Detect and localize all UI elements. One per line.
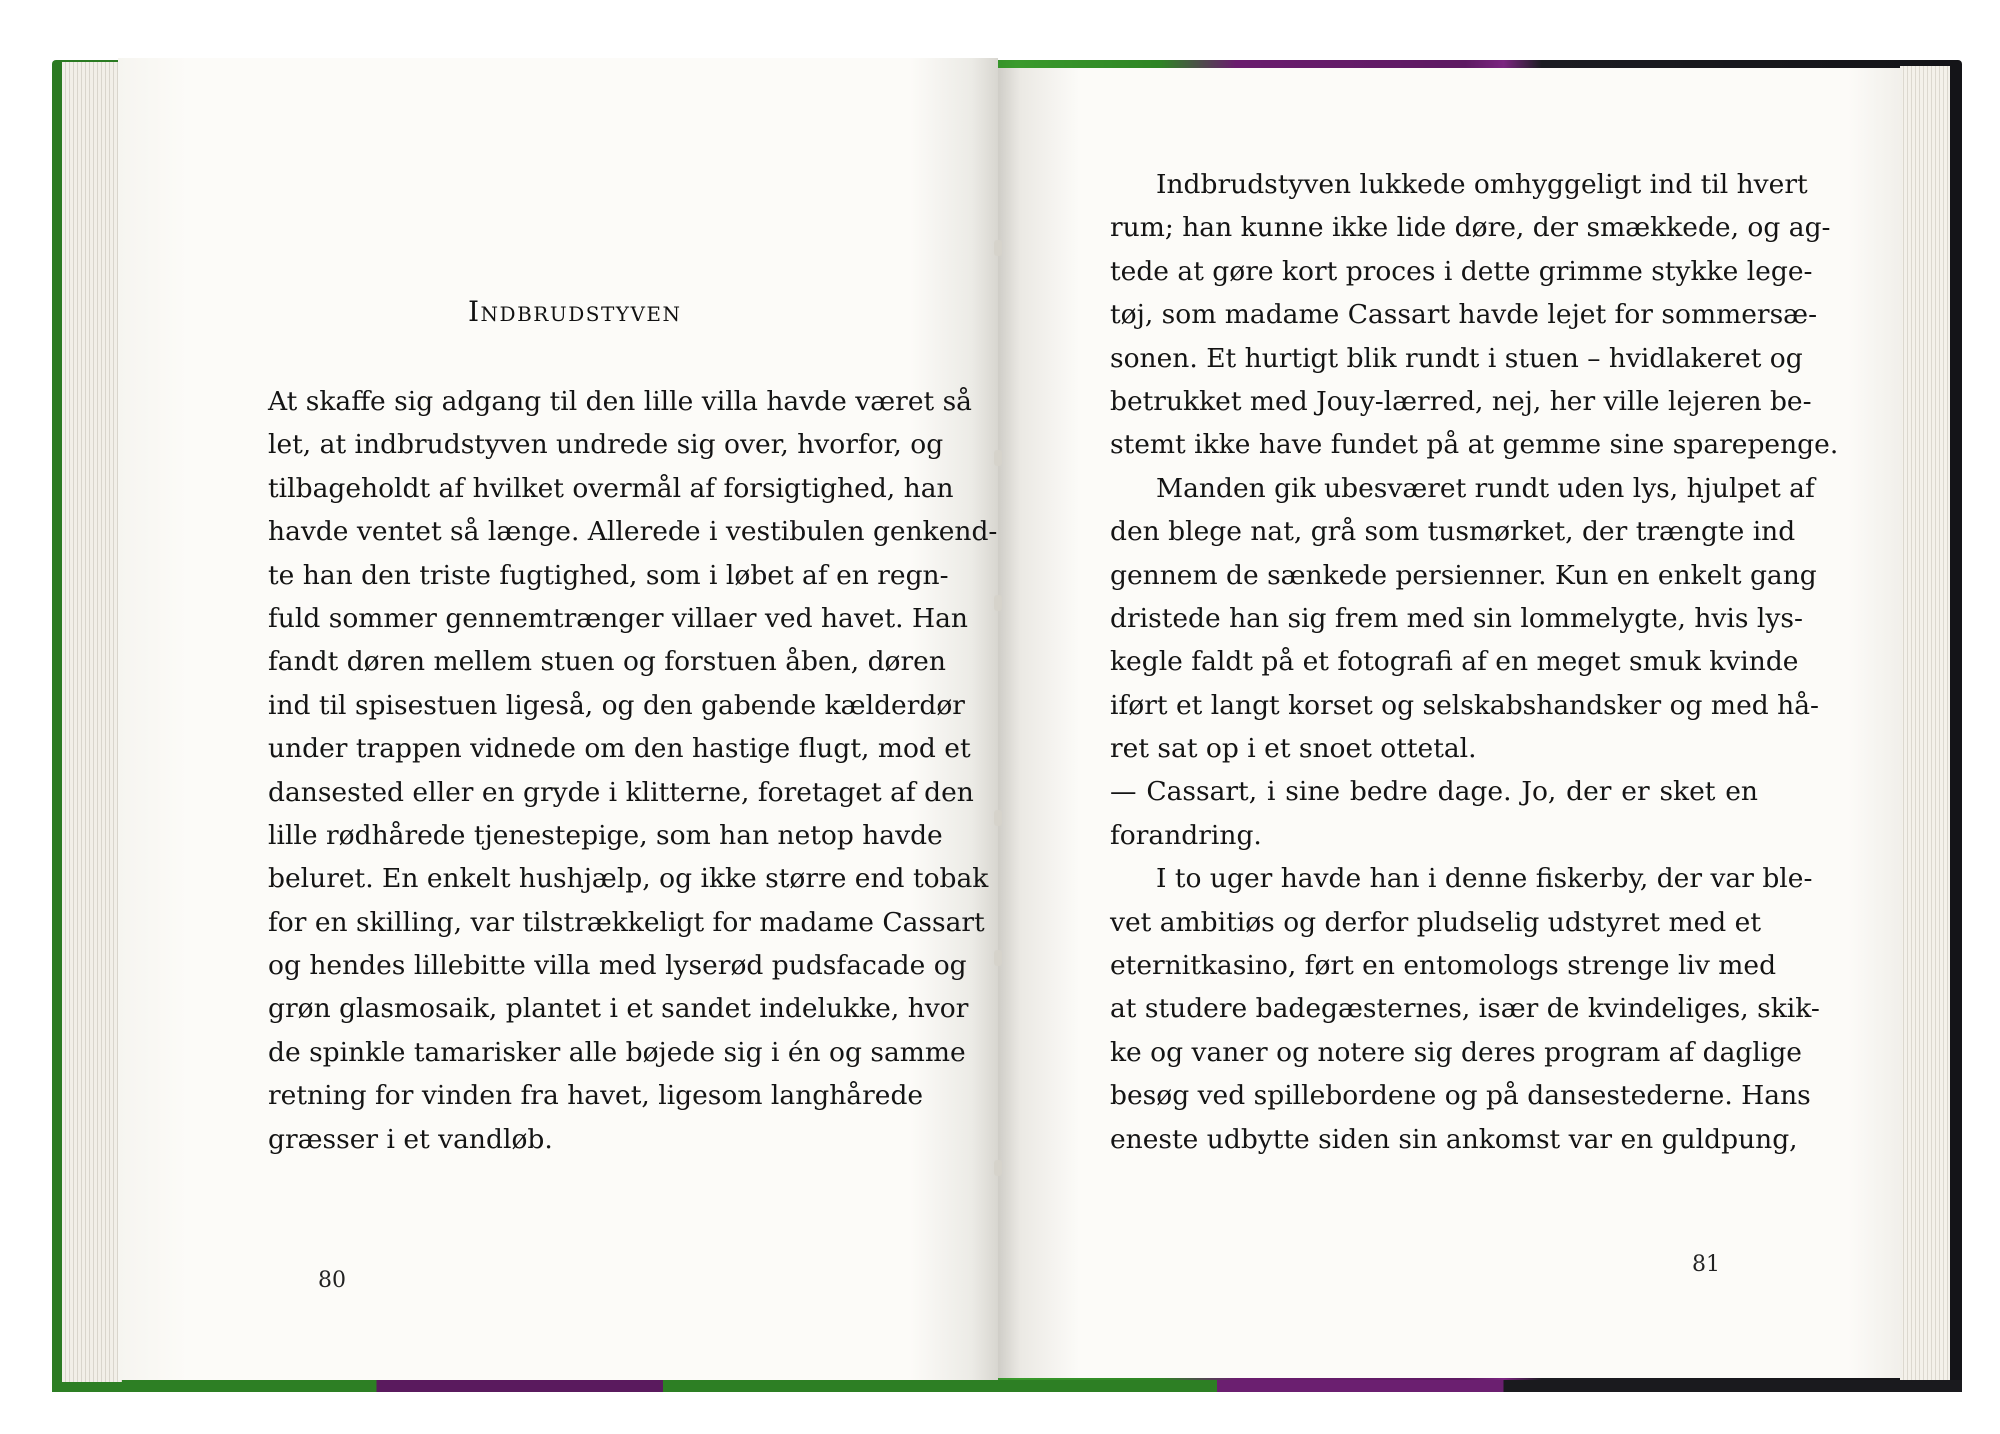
- text-line: gennem de sænkede persienner. Kun en enkelt gang: [1110, 559, 1817, 591]
- text-line: retning for vinden fra havet, ligesom langhårede: [268, 1080, 924, 1112]
- page-number-right: 81: [1692, 1252, 1720, 1277]
- text-line: lille rødhårede tjenestepige, som han netop havde: [268, 819, 943, 851]
- text-line: græsser i et vandløb.: [268, 1123, 553, 1155]
- text-line: under trappen vidnede om den hastige flugt, mod et: [268, 733, 971, 765]
- text-line: rum; han kunne ikke lide døre, der smækkede, og ag-: [1110, 212, 1831, 244]
- page-stack-left: [62, 62, 122, 1382]
- text-line: tøj, som madame Cassart havde lejet for sommersæ-: [1110, 299, 1818, 331]
- text-line: beluret. En enkelt hushjælp, og ikke større end tobak: [268, 863, 989, 895]
- text-line: ind til spisestuen ligeså, og den gabende kælderdør: [268, 689, 965, 721]
- text-line: og hendes lillebitte villa med lyserød pudsfacade og: [268, 950, 967, 982]
- spine-stitch: [994, 240, 1002, 256]
- page-stack-right: [1900, 66, 1950, 1380]
- text-line: ke og vaner og notere sig deres program af daglige: [1110, 1036, 1802, 1068]
- text-line: tede at gøre kort proces i dette grimme stykke lege-: [1110, 255, 1813, 287]
- text-line: de spinkle tamarisker alle bøjede sig i én og samme: [268, 1036, 966, 1068]
- text-line: kegle faldt på et fotografi af en meget smuk kvinde: [1110, 646, 1799, 678]
- text-line: besøg ved spillebordene og på dansestederne. Hans: [1110, 1080, 1811, 1112]
- spine-stitch: [994, 950, 1002, 966]
- spine-stitch: [994, 450, 1002, 466]
- text-line: At skaffe sig adgang til den lille villa havde været så: [268, 386, 972, 417]
- text-line: iført et langt korset og selskabshandsker og med hå-: [1110, 689, 1819, 721]
- text-line: vet ambitiøs og derfor pludselig udstyret med et: [1110, 906, 1761, 938]
- text-line: havde ventet så længe. Allerede i vestibulen genkend-: [268, 516, 998, 548]
- spine-stitch: [994, 810, 1002, 826]
- text-line: eneste udbytte siden sin ankomst var en guldpung,: [1110, 1123, 1798, 1155]
- right-page-body: [1110, 163, 1839, 1161]
- cover-edge: [52, 1380, 1962, 1392]
- page-number-left: 80: [318, 1268, 346, 1293]
- left-page-body: [268, 380, 998, 1161]
- text-line: ret sat op i et snoet ottetal.: [1110, 733, 1477, 765]
- text-line: tilbageholdt af hvilket overmål af forsigtighed, han: [268, 472, 954, 504]
- spine-stitch: [994, 595, 1002, 611]
- text-line: dristede han sig frem med sin lommelygte, hvis lys-: [1110, 602, 1803, 634]
- text-line: forandring.: [1110, 819, 1262, 851]
- text-line: for en skilling, var tilstrækkeligt for madame Cassart: [268, 906, 985, 938]
- text-line: den blege nat, grå som tusmørket, der trængte ind: [1110, 516, 1796, 548]
- text-line: let, at indbrudstyven undrede sig over, hvorfor, og: [268, 429, 944, 461]
- text-line: Manden gik ubesværet rundt uden lys, hjulpet af: [1156, 472, 1815, 504]
- text-line: stemt ikke have fundet på at gemme sine sparepenge.: [1110, 429, 1839, 461]
- text-line: grøn glasmosaik, plantet i et sandet indelukke, hvor: [268, 993, 969, 1025]
- text-line: eternitkasino, ført en entomologs strenge liv med: [1110, 950, 1777, 982]
- text-line: Indbrudstyven lukkede omhyggeligt ind til hvert: [1156, 169, 1808, 200]
- spine-stitch: [994, 1160, 1002, 1176]
- text-line: betrukket med Jouy-lærred, nej, her ville lejeren be-: [1110, 385, 1812, 417]
- text-line: fuld sommer gennemtrænger villaer ved havet. Han: [268, 602, 968, 634]
- text-line: — Cassart, i sine bedre dage. Jo, der er sket en: [1110, 776, 1758, 808]
- text-line: at studere badegæsternes, især de kvindeliges, skik-: [1110, 993, 1820, 1025]
- text-line: fandt døren mellem stuen og forstuen åben, døren: [268, 646, 946, 678]
- text-line: te han den triste fugtighed, som i løbet af en regn-: [268, 559, 949, 591]
- chapter-title: Indbrudstyven: [468, 295, 682, 328]
- text-line: I to uger havde han i denne fiskerby, der var ble-: [1156, 863, 1813, 895]
- text-line: dansested eller en gryde i klitterne, foretaget af den: [268, 776, 974, 808]
- text-line: sonen. Et hurtigt blik rundt i stuen – hvidlakeret og: [1110, 342, 1803, 374]
